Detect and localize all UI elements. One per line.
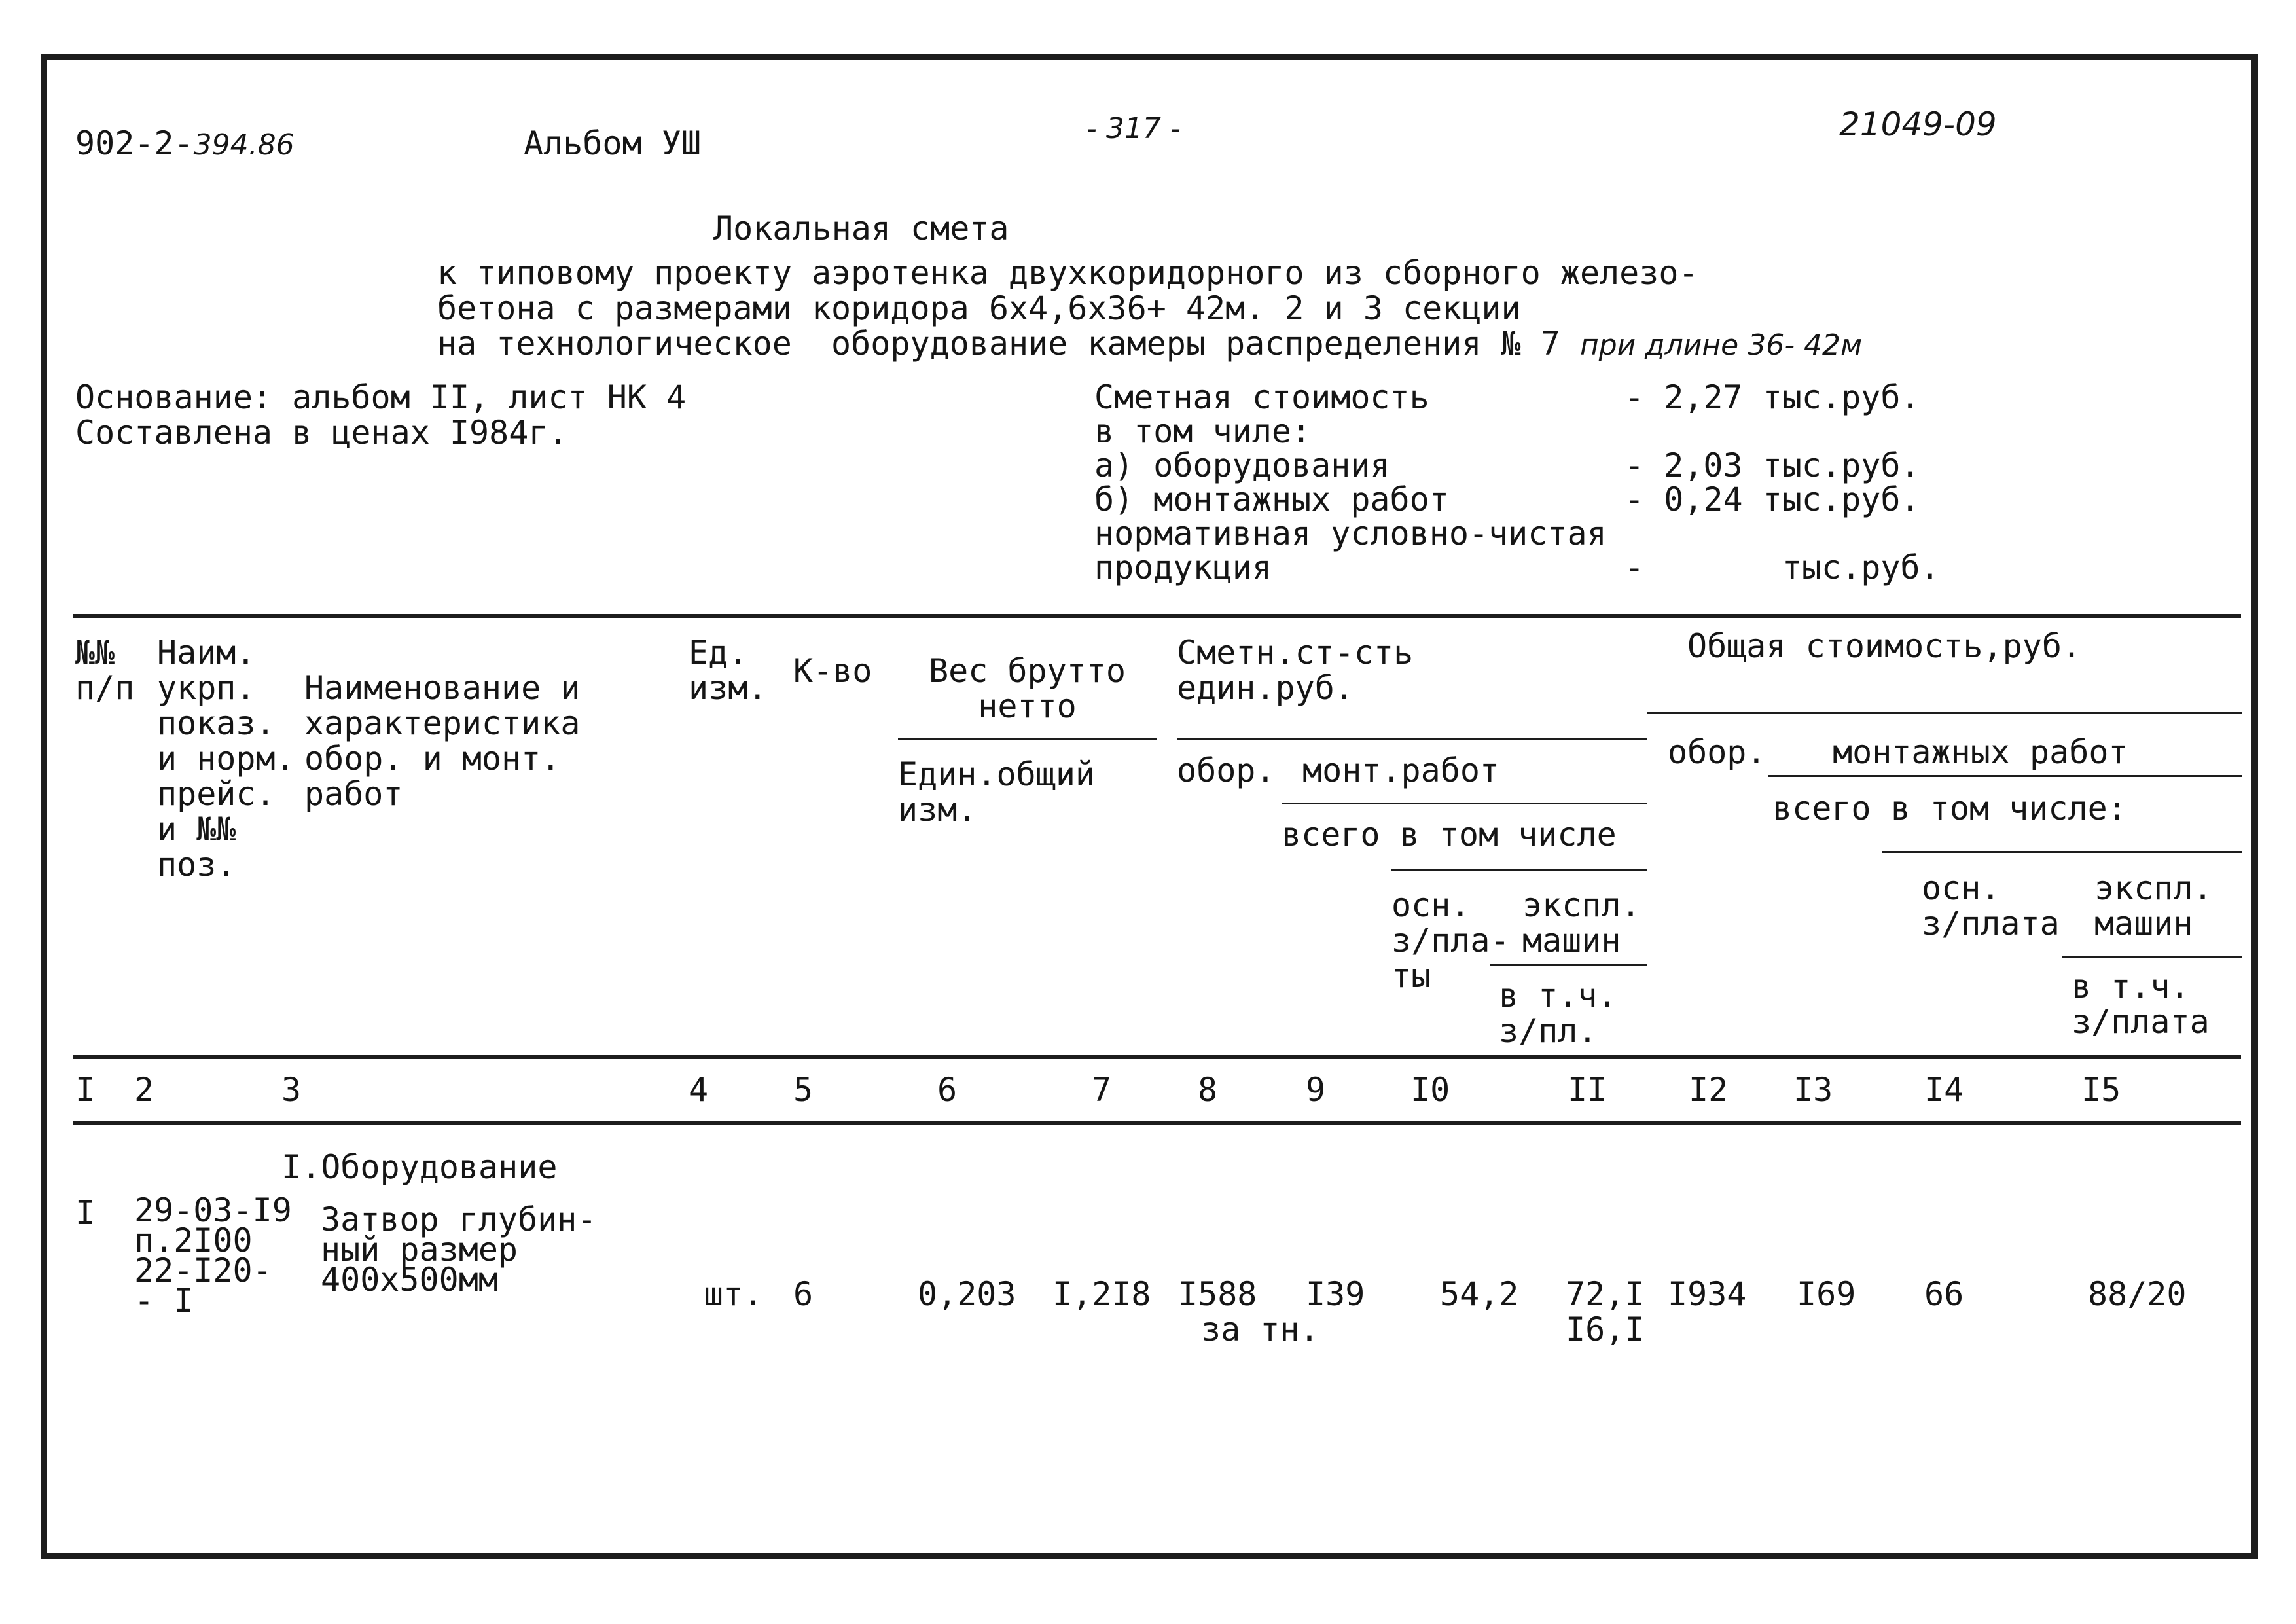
weight-divider [898, 738, 1157, 740]
header-total-base-wages: осн. з/плата [1922, 869, 2060, 943]
album-code-handwritten: 394.86 [193, 128, 295, 162]
smeta-mont-divider [1282, 803, 1647, 804]
row-equipment-note: за тн. [1201, 1310, 1319, 1348]
album-code [75, 126, 295, 163]
smeta-sub-divider [1391, 869, 1647, 871]
column-number: 7 [1092, 1071, 1112, 1109]
cost-label: продукция [1094, 549, 1272, 586]
cost-value: - 2,03 тыс.руб. [1624, 446, 1920, 484]
header-estimated-cost: Сметн.ст-сть един.руб. [1177, 634, 1414, 707]
smeta-expl-divider [1490, 964, 1647, 966]
header-machine-wages: в т.ч. з/пл. [1499, 977, 1617, 1050]
column-number: 6 [937, 1071, 958, 1109]
document-title: Локальная смета [713, 209, 1009, 247]
header-base-wages: осн. з/пла- ты [1391, 886, 1510, 995]
row-total-base-wages: 66 [1924, 1275, 1964, 1313]
title-line-3: бетона с размерами коридора 6х4,6х36+ 42м. 2 и 3 секции [437, 289, 1521, 327]
album-title: Альбом УШ [524, 124, 701, 162]
column-number: 4 [689, 1071, 709, 1109]
header-installation-subtotal: всего в том числе [1282, 816, 1617, 854]
column-numbers-bottom-rule [73, 1121, 2241, 1125]
header-total-installation: монтажных работ [1833, 733, 2128, 771]
column-number: I0 [1410, 1071, 1450, 1109]
header-name: Наименование и характеристика обор. и монт. работ [304, 669, 581, 813]
column-number: I3 [1793, 1071, 1833, 1109]
total-mont-divider [1768, 775, 2242, 777]
header-total-machine-wages: в т.ч. з/плата [2072, 967, 2210, 1041]
row-total-equipment: I934 [1668, 1275, 1747, 1313]
cost-value: - тыс.руб. [1624, 549, 1940, 586]
total-divider [1647, 712, 2242, 714]
cost-label: нормативная условно-чистая [1094, 514, 1607, 552]
album-code-printed: 902-2- [75, 124, 194, 162]
column-number: 5 [793, 1071, 814, 1109]
header-machine-operation: экспл. машин [1522, 886, 1641, 960]
cost-label: б) монтажных работ [1094, 480, 1449, 518]
header-total-installation-subtotal: всего в том числе: [1772, 789, 2127, 827]
document-number: 21049-09 [1839, 105, 1997, 143]
cost-value: - 2,27 тыс.руб. [1624, 378, 1920, 416]
row-base-wages: 54,2 [1440, 1275, 1519, 1313]
column-number: 2 [134, 1071, 154, 1109]
title-line-4 [437, 326, 1862, 363]
column-number: I [75, 1071, 96, 1109]
row-machine-wages: I6,I [1566, 1310, 1645, 1348]
cost-label: а) оборудования [1094, 446, 1390, 484]
page-number: - 317 - [1086, 112, 1181, 145]
row-unit: шт. [704, 1275, 763, 1313]
smeta-divider [1177, 738, 1647, 740]
cost-label: в том чиле: [1094, 412, 1312, 450]
header-total-equipment: обор. [1668, 733, 1767, 771]
section-title: I.Оборудование [281, 1148, 558, 1186]
column-number: 8 [1198, 1071, 1218, 1109]
column-number: I2 [1689, 1071, 1729, 1109]
row-machine-operation: 72,I [1566, 1275, 1645, 1313]
row-total-machine-operation: 88/20 [2088, 1275, 2187, 1313]
title-line-2: к типовому проекту аэротенка двухкоридорного из сборного железо- [437, 254, 1698, 292]
row-installation-total: I39 [1306, 1275, 1365, 1313]
header-quantity: К-во [793, 652, 872, 690]
header-unit: Ед. изм. [689, 634, 768, 707]
table-top-rule [73, 614, 2241, 618]
header-weight: Вес брутто нетто [928, 652, 1126, 725]
header-code: Наим. укрп. показ. и норм. прейс. и №№ поз. [157, 634, 295, 884]
header-row-number: №№ п/п [75, 634, 135, 707]
column-number: II [1568, 1071, 1607, 1109]
title-line-4-handwritten: при длине 36- 42м [1579, 329, 1863, 362]
header-weight-units: Един.общий изм. [898, 755, 1096, 829]
column-number: I4 [1924, 1071, 1964, 1109]
header-total-cost: Общая стоимость,руб. [1687, 627, 2082, 665]
header-equipment-unit: обор. [1177, 751, 1276, 789]
column-number: I5 [2081, 1071, 2121, 1109]
header-installation-unit: монт.работ [1302, 751, 1500, 789]
column-numbers-top-rule [73, 1055, 2241, 1059]
column-number: 3 [281, 1071, 302, 1109]
total-expl-divider [2062, 956, 2242, 958]
row-quantity: 6 [793, 1275, 814, 1313]
column-number: 9 [1306, 1071, 1326, 1109]
total-sub-divider [1882, 851, 2242, 853]
row-weight-total: I,2I8 [1052, 1275, 1151, 1313]
row-equipment-cost: I588 [1178, 1275, 1257, 1313]
row-number: I [75, 1194, 96, 1232]
row-code: 29-03-I9 п.2I00 22-I20- - I [134, 1191, 292, 1320]
basis-line-1: Основание: альбом II, лист НК 4 [75, 378, 687, 416]
cost-value: - 0,24 тыс.руб. [1624, 480, 1920, 518]
row-weight-unit: 0,203 [918, 1275, 1016, 1313]
row-total-installation: I69 [1797, 1275, 1856, 1313]
title-line-4-printed: на технологическое оборудование камеры распределения № 7 [437, 325, 1560, 363]
cost-label: Сметная стоимость [1094, 378, 1429, 416]
header-total-machine-operation: экспл. машин [2094, 869, 2213, 943]
row-name: Затвор глубин- ный размер 400х500мм [321, 1200, 597, 1299]
basis-line-2: Составлена в ценах I984г. [75, 414, 568, 452]
